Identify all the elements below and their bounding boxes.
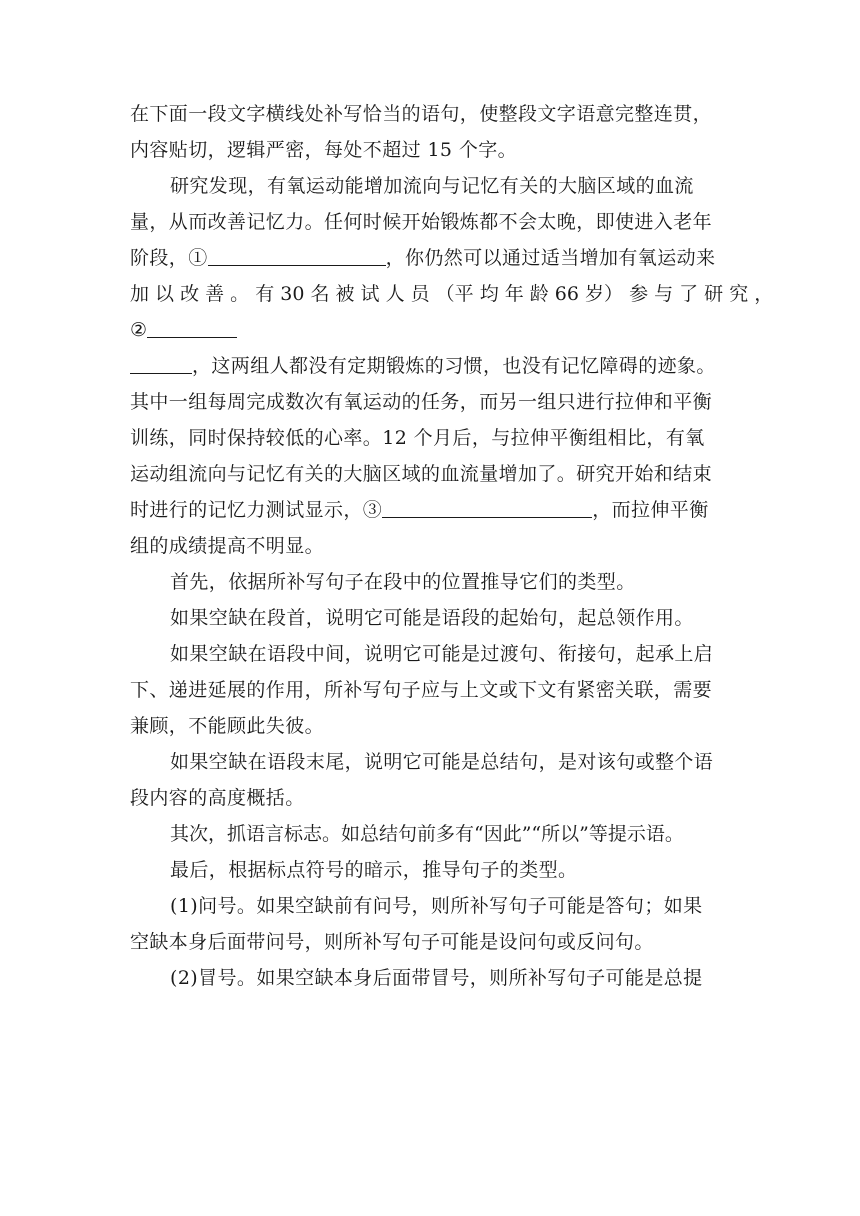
passage-line-5 [130, 312, 730, 348]
method-paragraph-5: 其次，抓语言标志。如总结句前多有“因此”“所以”等提示语。 [170, 823, 684, 845]
method-paragraph-4-line-1: 如果空缺在语段末尾，说明它可能是总结句，是对该句或整个语 [170, 751, 714, 773]
method-paragraph-2: 如果空缺在段首，说明它可能是语段的起始句，起总领作用。 [170, 607, 694, 629]
blank-2[interactable] [147, 317, 237, 338]
method-paragraph-7-line-2: 空缺本身后面带问号，则所补写句子可能是设问句或反问句。 [130, 931, 654, 953]
instruction-line-2: 内容贴切，逻辑严密，每处不超过 15 个字。 [130, 139, 518, 161]
passage-text: ，这两组人都没有定期锻炼的习惯，也没有记忆障碍的迹象。 [192, 355, 716, 377]
blank-2-continued[interactable] [130, 353, 192, 374]
passage-line-10 [130, 492, 730, 528]
passage-text: ，而拉伸平衡 [592, 499, 709, 521]
passage-text: 阶段，① [130, 247, 208, 269]
passage-line-6 [130, 348, 730, 384]
passage-line-4: 加 以 改 善 。 有 30 名 被 试 人 员 （平 均 年 龄 66 岁） 参 与 了 研 究 ， [130, 283, 774, 305]
instruction-line-1: 在下面一段文字横线处补写恰当的语句，使整段文字语意完整连贯， [130, 103, 713, 125]
passage-line-1: 研究发现，有氧运动能增加流向与记忆有关的大脑区域的血流 [170, 175, 694, 197]
passage-text: ，你仍然可以通过适当增加有氧运动来 [385, 247, 716, 269]
passage-line-7: 其中一组每周完成数次有氧运动的任务，而另一组只进行拉伸和平衡 [130, 391, 713, 413]
passage-line-9: 运动组流向与记忆有关的大脑区域的血流量增加了。研究开始和结束 [130, 463, 713, 485]
blank-3[interactable] [382, 497, 592, 518]
method-paragraph-8-line-1: (2)冒号。如果空缺本身后面带冒号，则所补写句子可能是总提 [170, 967, 703, 989]
passage-line-2: 量，从而改善记忆力。任何时候开始锻炼都不会太晚，即使进入老年 [130, 211, 713, 233]
passage-line-11: 组的成绩提高不明显。 [130, 535, 325, 557]
method-paragraph-3-line-3: 兼顾，不能顾此失彼。 [130, 715, 325, 737]
blank-1[interactable] [208, 245, 386, 266]
method-paragraph-1: 首先，依据所补写句子在段中的位置推导它们的类型。 [170, 571, 636, 593]
document-page [130, 96, 774, 996]
method-paragraph-3-line-1: 如果空缺在语段中间，说明它可能是过渡句、衔接句，起承上启 [170, 643, 714, 665]
passage-text: ② [130, 319, 148, 341]
passage-line-8: 训练，同时保持较低的心率。12 个月后，与拉伸平衡组相比，有氧 [130, 427, 705, 449]
method-paragraph-4-line-2: 段内容的高度概括。 [130, 787, 305, 809]
method-paragraph-6: 最后，根据标点符号的暗示，推导句子的类型。 [170, 859, 578, 881]
method-paragraph-7-line-1: (1)问号。如果空缺前有问号，则所补写句子可能是答句；如果 [170, 895, 703, 917]
passage-line-3 [130, 240, 730, 276]
method-paragraph-3-line-2: 下、递进延展的作用，所补写句子应与上文或下文有紧密关联，需要 [130, 679, 713, 701]
passage-text: 时进行的记忆力测试显示，③ [130, 499, 383, 521]
